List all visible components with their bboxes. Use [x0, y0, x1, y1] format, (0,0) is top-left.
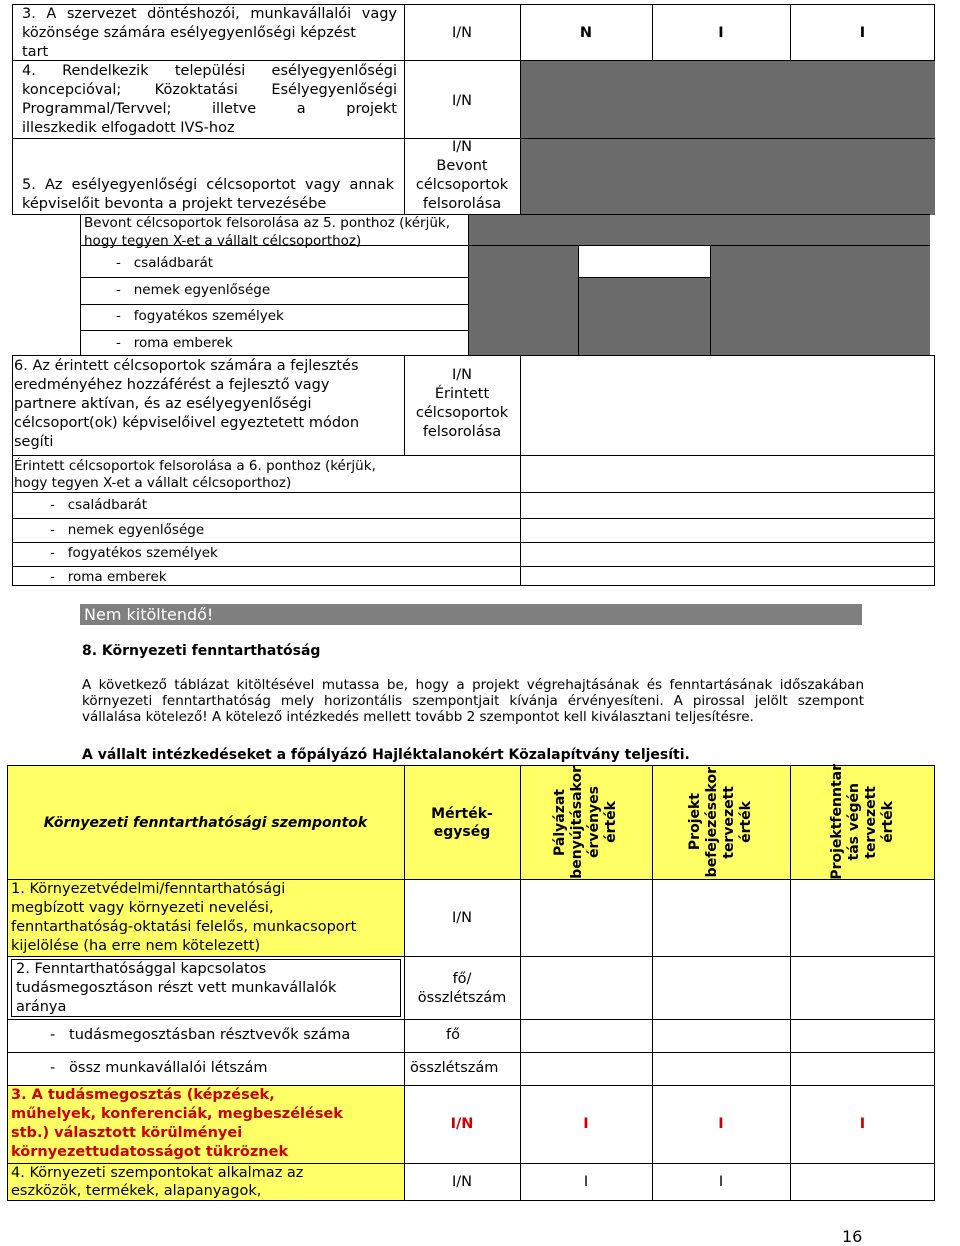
header-col1-line: érték	[603, 801, 619, 843]
grid-line	[12, 566, 935, 567]
env-row1-line: kijelölése (ha erre nem kötelezett)	[11, 938, 261, 954]
row6-value-line: I/N	[451, 367, 472, 383]
row3-text-line: közönsége számára esélyegyenlőségi képzést	[22, 25, 356, 41]
shaded-cell	[469, 246, 578, 356]
header-col3	[790, 765, 935, 879]
row4-text-line: Programmal/Tervvel; illetve a projekt	[22, 101, 397, 117]
row6-value-line: felsorolása	[422, 424, 502, 440]
header-col2-line: érték	[738, 801, 754, 843]
env-row3-cell: I	[718, 1116, 724, 1132]
intro-line: vállalása kötelező! A kötelező intézkedés mellett tovább 2 szempontot kell kiválasztani teljesítésre.	[82, 709, 754, 725]
row5-item: - családbarát	[116, 255, 214, 271]
row4-text-line: koncepcióval; Közoktatási Esélyegyenlőségi	[22, 82, 397, 98]
not-to-fill-banner	[80, 604, 862, 625]
row6-value-line: célcsoportok	[415, 405, 509, 421]
env-row4-cell: I	[583, 1174, 589, 1190]
env-row2a-label: - tudásmegosztásban résztvevők száma	[50, 1027, 351, 1043]
header-col1-line: Pályázat	[552, 788, 568, 856]
row5-value-line: felsorolása	[422, 196, 502, 212]
shaded-cell	[711, 246, 930, 356]
header-col2-line: befejezésekor	[704, 766, 720, 878]
bold-note: A vállalt intézkedéseket a főpályázó Hajléktalanokért Közalapítvány teljesíti.	[82, 747, 690, 763]
grid-line	[7, 1052, 935, 1053]
shaded-cell	[521, 139, 935, 215]
env-row2-unit-line: fő/	[452, 971, 472, 987]
env-row2-unit-line: összlétszám	[417, 990, 507, 1006]
env-row3-line: műhelyek, konferenciák, megbeszélések	[11, 1106, 343, 1122]
env-row4-line: eszközök, termékek, alapanyagok,	[11, 1183, 262, 1199]
env-row4-unit: I/N	[451, 1174, 472, 1190]
env-row3-line: környezettudatosságot tükröznek	[11, 1144, 289, 1160]
env-row1-line: fenntarthatóság-oktatási felelős, munkacsoport	[11, 919, 357, 935]
row6-item: - családbarát	[50, 497, 148, 513]
header-col2	[652, 765, 790, 879]
row6-value-line: Érintett	[434, 386, 490, 402]
header-unit-line: egység	[433, 824, 491, 840]
header-col3-line: érték	[879, 801, 896, 843]
row6-item: - nemek egyenlősége	[50, 522, 205, 538]
env-row2-line: aránya	[16, 999, 67, 1015]
env-row1-unit: I/N	[451, 910, 472, 926]
row3-text-line: tart	[22, 44, 49, 60]
header-col2-line: Projekt	[687, 793, 703, 851]
row6-text-line: 6. Az érintett célcsoportok számára a fejlesztés	[14, 358, 359, 374]
row6-item: - roma emberek	[50, 569, 167, 585]
header-col3-line: tás végén	[845, 783, 862, 861]
header-col1-line: benyújtásakor	[569, 765, 585, 879]
env-row3-line: stb.) választott körülményei	[11, 1125, 243, 1141]
row6-text-line: eredményéhez hozzáférést a fejlesztő vagy	[14, 377, 330, 393]
row3-cell: I	[859, 25, 866, 41]
env-row3-line: 3. A tudásmegosztás (képzések,	[11, 1087, 275, 1103]
header-col2-line: tervezett	[721, 785, 737, 859]
env-row2-line: 2. Fenntarthatósággal kapcsolatos	[16, 961, 267, 977]
env-row2a-unit: fő	[446, 1027, 460, 1043]
row3-cell: I	[718, 25, 724, 41]
row5-sub-text-line: hogy tegyen X-et a vállalt célcsoporthoz)	[84, 233, 362, 249]
row6-item: - fogyatékos személyek	[50, 545, 218, 561]
env-row3-cell: I	[859, 1116, 866, 1132]
row5-sub-text-line: Bevont célcsoportok felsorolása az 5. ponthoz (kérjük,	[84, 215, 450, 231]
env-row3-cell: I	[583, 1116, 589, 1132]
header-unit-line: Mérték-	[431, 806, 493, 822]
row5-item: - fogyatékos személyek	[116, 308, 284, 324]
page-number: 16	[842, 1227, 863, 1246]
grid-line	[520, 355, 521, 586]
row6-sub-text-line: Érintett célcsoportok felsorolása a 6. ponthoz (kérjük,	[14, 458, 376, 474]
header-col1-line: érvényes	[586, 786, 602, 858]
row6-text-line: célcsoport(ok) képviselőivel egyeztetett módon	[14, 415, 360, 431]
env-row4-line: 4. Környezeti szempontokat alkalmaz az	[11, 1165, 304, 1181]
shaded-cell	[521, 61, 935, 138]
env-row3-unit: I/N	[450, 1116, 474, 1132]
row4-text-line: 4. Rendelkezik települési esélyegyenlőségi	[22, 63, 397, 79]
row3-text-line: 3. A szervezet döntéshozói, munkavállalói vagy	[22, 6, 397, 22]
row5-text-line: 5. Az esélyegyenlőségi célcsoportot vagy annak	[22, 177, 394, 193]
env-row1-line: megbízott vagy környezeti nevelési,	[11, 900, 274, 916]
grid-line	[12, 542, 935, 543]
row6-text-line: segíti	[14, 434, 54, 450]
row5-text-line: képviselőit bevonta a projekt tervezésébe	[22, 196, 327, 212]
env-row2-line: tudásmegosztáson részt vett munkavállalók	[16, 980, 337, 996]
header-col3-line: tervezett	[862, 785, 879, 859]
row6-sub-text-line: hogy tegyen X-et a vállalt célcsoporthoz)	[14, 475, 292, 491]
header-col1	[520, 765, 652, 879]
header-criteria: Környezeti fenntarthatósági szempontok	[43, 815, 368, 831]
intro-line: környezeti fenntarthatóság mely horizontális szempontjait kívánja érvényesíteni. A pirossal jelölt szempont	[82, 693, 864, 709]
row4-value: I/N	[451, 93, 472, 109]
header-col3-line: Projektfenntar	[828, 764, 845, 880]
banner-text: Nem kitöltendő!	[84, 605, 214, 624]
row5-value-line: célcsoportok	[415, 177, 509, 193]
row5-item: - roma emberek	[116, 335, 233, 351]
row5-value-line: I/N	[451, 139, 472, 155]
grid-line	[12, 518, 935, 519]
env-row4-cell: I	[718, 1174, 724, 1190]
row3-cell: N	[579, 25, 593, 41]
env-row2b-unit: összlétszám	[410, 1060, 499, 1076]
row3-value: I/N	[451, 25, 472, 41]
env-row1-line: 1. Környezetvédelmi/fenntarthatósági	[11, 881, 286, 897]
row5-value-line: Bevont	[436, 158, 488, 174]
intro-line: A következő táblázat kitöltésével mutassa be, hogy a projekt végrehajtásának és fenntartásának időszakában	[82, 677, 864, 693]
section-heading: 8. Környezeti fenntarthatóság	[82, 643, 321, 659]
grid-line	[7, 956, 935, 957]
row4-text-line: illeszkedik elfogadott IVS-hoz	[22, 120, 235, 136]
env-row2b-label: - össz munkavállalói létszám	[50, 1060, 268, 1076]
grid-line	[7, 1019, 935, 1020]
shaded-cell	[469, 215, 930, 245]
row5-item: - nemek egyenlősége	[116, 282, 271, 298]
shaded-cell	[579, 278, 710, 356]
grid-line	[12, 455, 935, 456]
row6-text-line: partnere aktívan, és az esélyegyenlőségi	[14, 396, 312, 412]
